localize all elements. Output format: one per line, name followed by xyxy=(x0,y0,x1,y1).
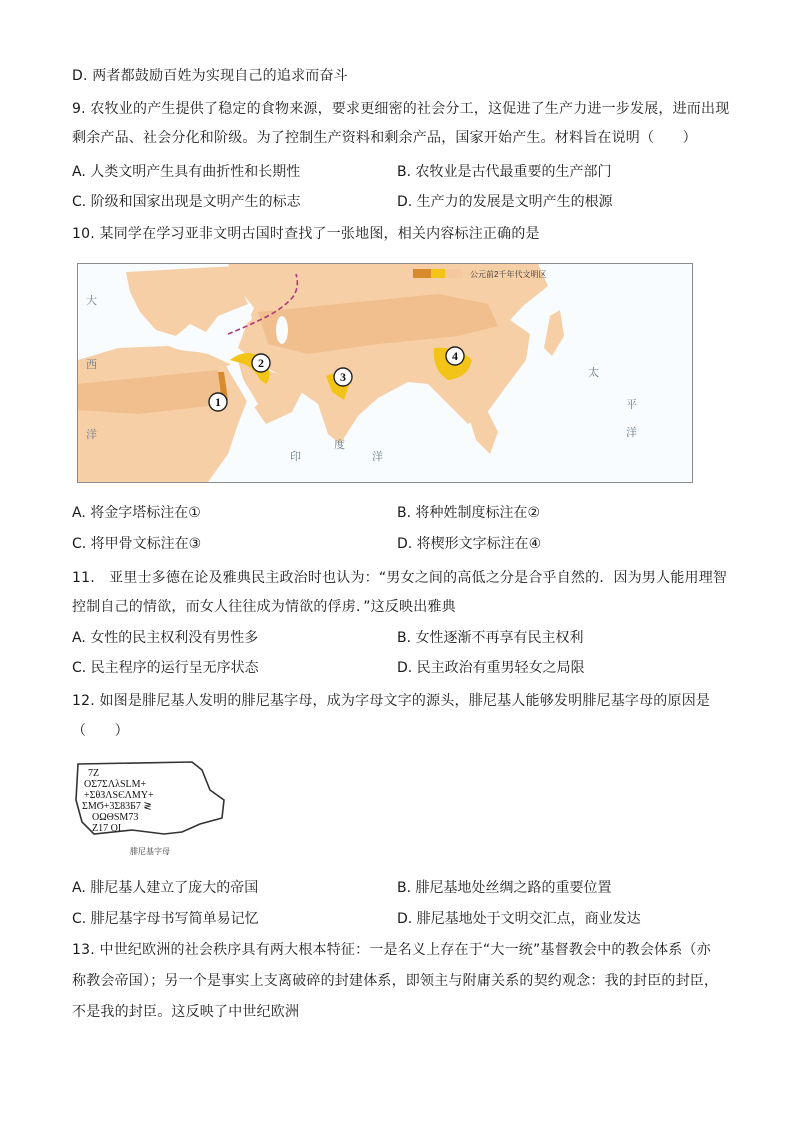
q12-stem-line2: （ ） xyxy=(72,723,129,739)
q9-option-d: D. 生产力的发展是文明产生的根源 xyxy=(397,194,613,210)
ocean-label-atlantic-2: 西 xyxy=(86,359,97,371)
phoenician-alphabet-tablet xyxy=(72,760,232,860)
q9-stem-line1: 9. 农牧业的产生提供了稳定的食物来源，要求更细密的社会分工，这促进了生产力进一步发展，进而出现 xyxy=(72,101,730,117)
q11-option-a: A. 女性的民主权利没有男性多 xyxy=(72,630,259,646)
ocean-label-pacific-3: 洋 xyxy=(626,427,637,439)
marker-3 xyxy=(334,368,352,386)
black-sea xyxy=(224,312,252,324)
q12-option-a: A. 腓尼基人建立了庞大的帝国 xyxy=(72,880,259,896)
q13-stem-line3: 不是我的封臣。这反映了中世纪欧洲 xyxy=(72,1004,300,1020)
q11-option-b: B. 女性逐渐不再享有民主权利 xyxy=(397,630,584,646)
q10-option-c: C. 将甲骨文标注在③ xyxy=(72,536,202,552)
glyph-line-6: Ζ17 ΟΙ xyxy=(92,823,122,834)
caspian-sea xyxy=(276,316,288,344)
q12-option-b: B. 腓尼基地处丝绸之路的重要位置 xyxy=(397,880,612,896)
q9-stem-line2: 剩余产品、社会分化和阶级。为了控制生产资料和剩余产品，国家开始产生。材料旨在说明（ ） xyxy=(72,130,697,146)
q10-option-d: D. 将楔形文字标注在④ xyxy=(397,536,542,552)
q11-stem-line2: 控制自己的情欲，而女人往往成为情欲的俘虏．”这反映出雅典 xyxy=(72,599,456,615)
q12-option-c: C. 腓尼基字母书写简单易记忆 xyxy=(72,911,259,927)
glyph-line-5: ΟΩΘЅΜ73 xyxy=(92,812,139,823)
glyph-line-1: 7Z xyxy=(88,768,100,779)
mediterranean-sea xyxy=(169,336,237,352)
ocean-label-pacific-1: 太 xyxy=(588,367,599,379)
ancient-civilization-map xyxy=(77,263,693,483)
glyph-line-3: +ΣθЗΛЅЄΛΜΥ+ xyxy=(84,790,154,801)
land-africa xyxy=(78,346,248,482)
legend-text: 公元前2千年代文明区 xyxy=(470,270,547,279)
tablet-caption: 腓尼基字母 xyxy=(130,847,170,856)
ocean-label-indian-2: 度 xyxy=(334,439,345,451)
legend-swatch-1 xyxy=(413,269,431,278)
glyph-line-4: ΣΜϬ+3Σ83Б7 ≷ xyxy=(82,801,152,812)
glyph-line-2: OΣ7ΣΛλSLΜ+ xyxy=(84,779,147,790)
ocean-label-atlantic-1: 大 xyxy=(86,295,97,307)
marker-1 xyxy=(209,393,227,411)
legend-swatch-2 xyxy=(431,269,445,278)
marker-2-label: 2 xyxy=(258,356,264,370)
q12-option-d: D. 腓尼基地处于文明交汇点，商业发达 xyxy=(397,911,641,927)
q13-stem-line2: 称教会帝国）；另一个是事实上支离破碎的封建体系，即领主与附庸关系的契约观念：我的封臣的封臣， xyxy=(72,973,719,989)
q11-stem-line1: 11. 亚里士多德在论及雅典民主政治时也认为：“男女之间的高低之分是合乎自然的．因为男人能用理智 xyxy=(72,570,728,586)
ocean-label-atlantic-3: 洋 xyxy=(86,429,97,441)
tablet-svg xyxy=(72,760,232,860)
q13-stem-line1: 13. 中世纪欧洲的社会秩序具有两大根本特征：一是名义上存在于“大一统”基督教会中的教会体系（亦 xyxy=(72,942,711,958)
ocean-label-indian-3: 洋 xyxy=(372,451,383,463)
marker-4-label: 4 xyxy=(452,349,458,363)
marker-1-label: 1 xyxy=(215,395,221,409)
q10-option-b: B. 将种姓制度标注在② xyxy=(397,505,541,521)
ocean-label-indian-1: 印 xyxy=(290,451,301,463)
ocean-label-pacific-2: 平 xyxy=(626,399,637,411)
q9-option-c: C. 阶级和国家出现是文明产生的标志 xyxy=(72,194,301,210)
marker-2 xyxy=(252,354,270,372)
q10-option-a: A. 将金字塔标注在① xyxy=(72,505,201,521)
map-svg xyxy=(78,264,692,482)
marker-4 xyxy=(446,347,464,365)
q10-stem: 10. 某同学在学习亚非文明古国时查找了一张地图，相关内容标注正确的是 xyxy=(72,226,540,242)
q11-option-d: D. 民主政治有重男轻女之局限 xyxy=(397,660,585,676)
marker-3-label: 3 xyxy=(340,370,346,384)
q12-stem-line1: 12. 如图是腓尼基人发明的腓尼基字母，成为字母文字的源头，腓尼基人能够发明腓尼基字母的原因是 xyxy=(72,693,711,709)
q9-option-a: A. 人类文明产生具有曲折性和长期性 xyxy=(72,164,301,180)
legend-swatch-3 xyxy=(445,269,463,278)
q8-option-d: D. 两者都鼓励百姓为实现自己的追求而奋斗 xyxy=(72,68,348,84)
q9-option-b: B. 农牧业是古代最重要的生产部门 xyxy=(397,164,612,180)
q11-option-c: C. 民主程序的运行呈无序状态 xyxy=(72,660,259,676)
